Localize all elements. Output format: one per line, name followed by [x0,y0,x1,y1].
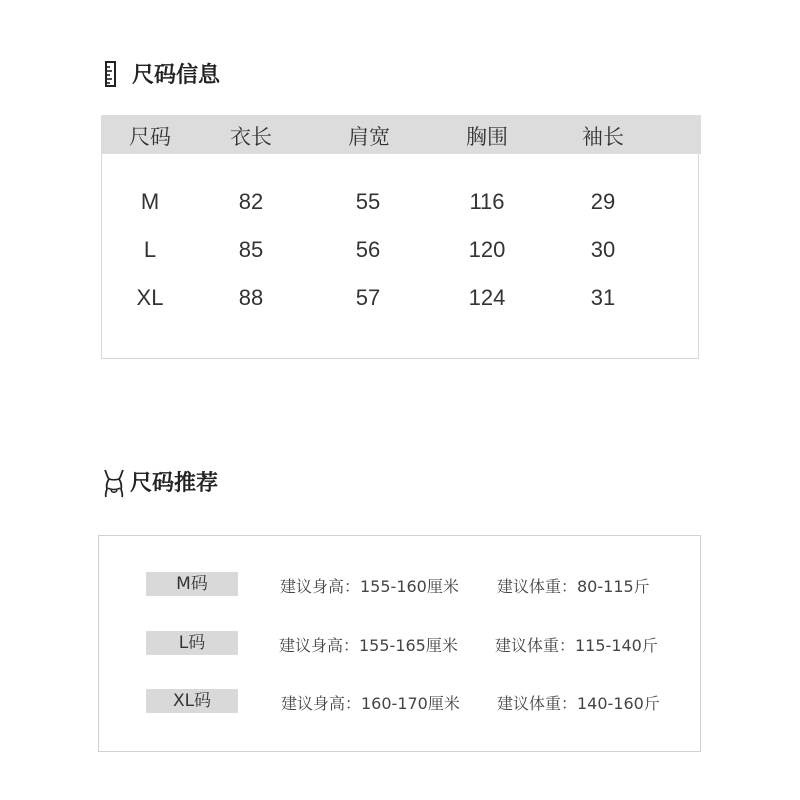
table-cell: 85 [238,237,264,262]
size-badge: L码 [146,631,238,655]
table-cell: M [140,189,160,214]
table-cell: 29 [590,189,616,214]
list-item [99,572,700,598]
ruler-icon [104,60,126,88]
header-shoulder: 肩宽 [348,125,390,149]
table-cell: 82 [238,189,264,214]
table-cell: 57 [355,285,381,310]
header-sleeve: 袖长 [582,125,624,149]
size-recommend-box [98,535,701,752]
size-table [101,115,699,359]
table-cell: 88 [238,285,264,310]
header-size: 尺码 [129,125,171,149]
list-item [99,689,700,715]
table-cell: 56 [355,237,381,262]
table-cell: 116 [469,189,505,214]
table-cell: 30 [590,237,616,262]
height-recommendation: 建议身高：160-170厘米 [281,694,460,713]
size-recommend-title-text: 尺码推荐 [130,471,219,496]
height-recommendation: 建议身高：155-165厘米 [279,636,458,655]
table-cell: 120 [468,237,506,262]
list-item [99,631,700,657]
weight-recommendation: 建议体重：115-140斤 [495,636,658,655]
weight-recommendation: 建议体重：140-160斤 [497,694,660,713]
table-cell: 124 [468,285,506,310]
header-chest: 胸围 [466,125,508,149]
table-header [101,115,701,154]
size-info-title-text: 尺码信息 [132,63,221,88]
height-recommendation: 建议身高：155-160厘米 [280,577,459,596]
weight-recommendation: 建议体重：80-115斤 [497,577,650,596]
size-badge: M码 [146,572,238,596]
size-badge: XL码 [146,689,238,713]
size-recommend-title [102,466,218,497]
size-info-title [104,58,220,89]
table-cell: 31 [590,285,616,310]
body-silhouette-icon [102,468,124,496]
table-cell: 55 [355,189,381,214]
header-length: 衣长 [230,125,272,149]
table-cell: L [143,237,157,262]
table-cell: XL [136,285,164,310]
